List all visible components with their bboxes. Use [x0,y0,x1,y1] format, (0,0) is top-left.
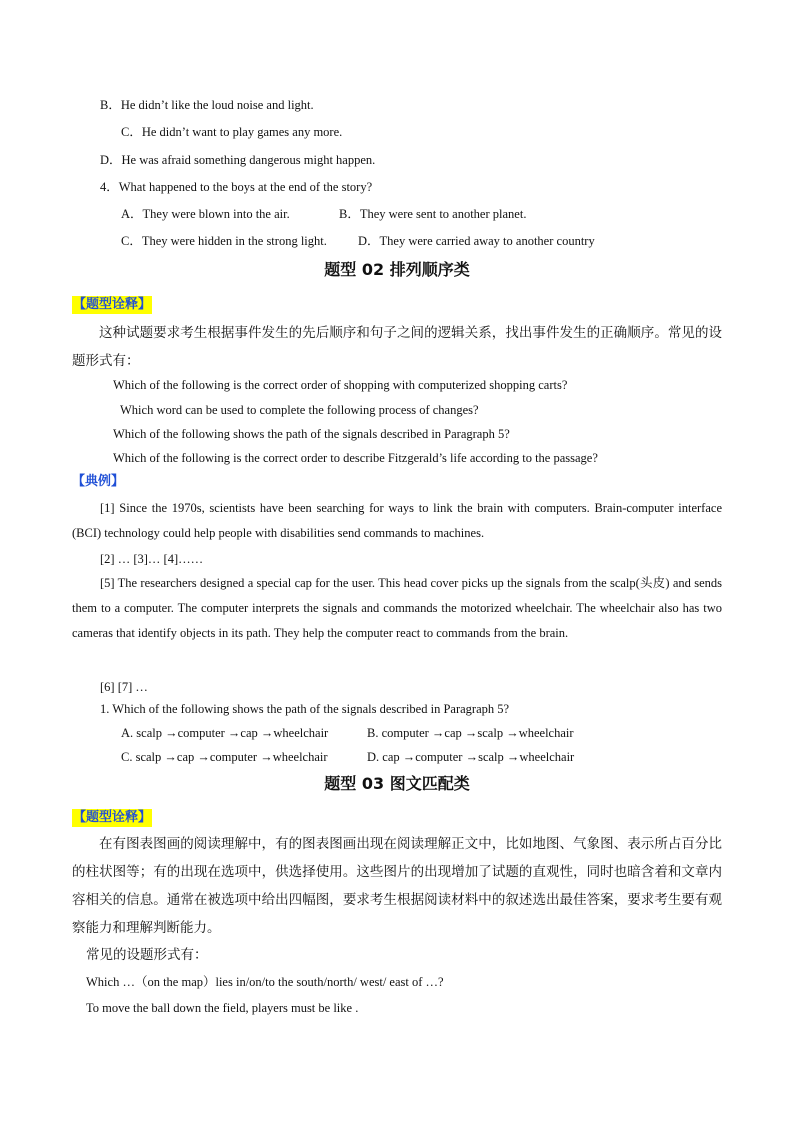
example-option-a: A. scalp →computer →cap →wheelchair [121,726,329,740]
q4-option-a: A．They were blown into the air. [121,207,290,221]
option-d: D．He was afraid something dangerous might happen. [100,153,376,167]
form-item: Which of the following is the correct order of shopping with computerized shopping carts? [113,378,568,392]
q4-option-c: C．They were hidden in the strong light. [121,234,327,248]
section3-intro: 在有图表图画的阅读理解中，有的图表图画出现在阅读理解正文中，比如地图、气象图、表示所占百分比的柱状图等；有的出现在选项中，供选择使用。这些图片的出现增加了试题的直观性，同时也暗含着和文章内容相关的信息。通常在被选项中给出四幅图，要求考生根据阅读材料中的叙述选出最佳答案，要求考生要有观察能力和理解判断能力。 [72,836,722,936]
option-c: C．He didn’t want to play games any more. [121,125,343,139]
question-4: 4．What happened to the boys at the end of the story? [100,180,373,194]
option-b: B．He didn’t like the loud noise and light. [100,98,314,112]
example-option-d: D. cap →computer →scalp →wheelchair [367,750,575,764]
example-option-c: C. scalp →cap →computer →wheelchair [121,750,328,764]
form-item: Which …（on the map）lies in/on/to the south/north/ west/ east of …? [86,975,444,989]
paragraph-2-4: [2] … [3]… [4]…… [100,552,204,566]
section-heading-03: 题型 03 图文匹配类 [324,774,470,793]
form-item: Which word can be used to complete the following process of changes? [120,403,479,417]
q4-option-d: D．They were carried away to another country [358,234,595,248]
explanation-tag: 【题型诠释】 [73,810,152,825]
explanation-tag: 【题型诠释】 [73,297,152,312]
form-item: Which of the following is the correct order to describe Fitzgerald’s life according to the passage? [113,451,598,465]
common-forms-label: 常见的设题形式有： [86,947,208,963]
paragraph-6-7: [6] [7] … [100,680,148,694]
form-item: Which of the following shows the path of the signals described in Paragraph 5? [113,427,510,441]
section-heading-02: 题型 02 排列顺序类 [324,260,470,279]
example-question: 1. Which of the following shows the path of the signals described in Paragraph 5? [100,702,510,716]
paragraph-5: [5] The researchers designed a special cap for the user. This head cover picks up the signals from the scalp(头皮) and sends them to a computer. The computer interprets the signals and commands the motorized wheelchair. The wheelchair also has two cameras that identify objects in its path. They help the computer react to commands from the brain. [72,576,722,640]
paragraph-1: [1] Since the 1970s, scientists have been searching for ways to link the brain with computers. Brain-computer interface (BCI) technology could help people with disabilities send commands to machines. [72,501,722,540]
form-item: To move the ball down the field, players must be like . [86,1001,359,1015]
section2-intro: 这种试题要求考生根据事件发生的先后顺序和句子之间的逻辑关系，找出事件发生的正确顺序。常见的设题形式有： [72,325,722,369]
example-option-b: B. computer →cap →scalp →wheelchair [367,726,574,740]
q4-option-b: B．They were sent to another planet. [339,207,527,221]
example-tag: 【典例】 [72,474,125,489]
